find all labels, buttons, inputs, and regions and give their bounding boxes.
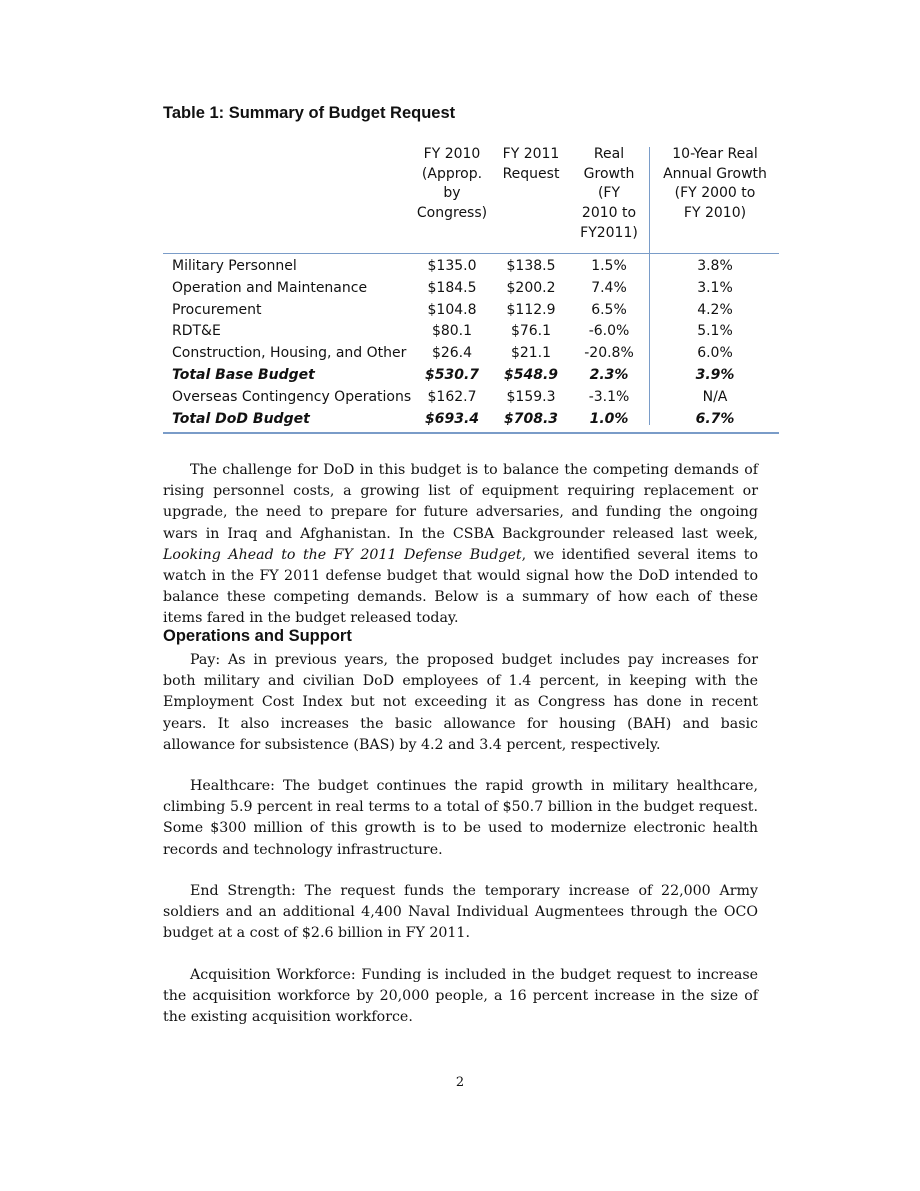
row-label: Operation and Maintenance xyxy=(172,279,368,296)
cell-fy2010: $184.5 xyxy=(427,279,477,296)
header-line: Request xyxy=(502,165,560,182)
cell-fy2011: $708.3 xyxy=(503,410,559,427)
budget-summary-table xyxy=(163,145,779,434)
cell-real-growth: 1.0% xyxy=(589,410,629,427)
header-line: 10-Year Real xyxy=(672,146,758,162)
cell-fy2010: $162.7 xyxy=(427,388,477,405)
header-line: Annual Growth xyxy=(663,165,767,182)
row-label: Procurement xyxy=(172,301,262,318)
cell-fy2010: $80.1 xyxy=(431,323,473,340)
header-line: FY 2011 xyxy=(502,146,560,162)
header-line: 2010 to xyxy=(581,205,637,222)
end-strength-paragraph: End Strength: The request funds the temporary increase of 22,000 Army soldiers and an additional 4,400 Naval Individual Augmentees through the OCO budget at a cost of $2.6 billion in FY 2011. xyxy=(163,883,758,942)
header-line: Growth xyxy=(583,165,635,182)
header-real-growth xyxy=(571,145,647,244)
intro-text-before: The challenge for DoD in this budget is to balance the competing demands of rising personnel costs, a growing list of equipment requiring replacement or upgrade, the need to prepare for future adversaries, and funding the ongoing wars in Iraq and Afghanistan. In the CSBA Backgrounder released last week, xyxy=(163,462,758,542)
table-row xyxy=(163,321,779,343)
cell-real-growth: 1.5% xyxy=(591,258,627,274)
intro-section xyxy=(163,460,758,630)
healthcare-section xyxy=(163,776,758,861)
cell-ten-year-growth: 3.8% xyxy=(697,258,733,274)
end-strength-section xyxy=(163,881,758,945)
row-label: Overseas Contingency Operations xyxy=(172,388,412,405)
row-label: RDT&E xyxy=(172,323,221,340)
header-line: (FY 2000 to xyxy=(674,185,756,202)
header-line: FY2011) xyxy=(580,224,638,241)
cell-fy2011: $76.1 xyxy=(510,323,552,340)
cell-ten-year-growth: 6.7% xyxy=(695,410,735,427)
header-line: Real xyxy=(593,146,625,162)
cell-real-growth: 6.5% xyxy=(591,301,627,318)
cell-real-growth: -20.8% xyxy=(584,345,634,362)
table-row xyxy=(163,409,779,431)
header-line: by xyxy=(443,185,461,202)
header-fy2011 xyxy=(496,145,566,184)
intro-text-after: , we identified several items to watch in the FY 2011 defense budget that would signal how the DoD intended to balance these competing demands. Below is a summary of how each of these items fared in the budget released today. xyxy=(163,546,758,627)
cell-ten-year-growth: 5.1% xyxy=(697,323,733,340)
acquisition-section xyxy=(163,965,758,1029)
table-body xyxy=(163,254,779,430)
cell-real-growth: 2.3% xyxy=(589,366,629,383)
header-fy2010 xyxy=(413,145,491,224)
cell-fy2010: $693.4 xyxy=(424,410,480,427)
row-label: Total DoD Budget xyxy=(172,410,310,427)
table-row xyxy=(163,300,779,322)
healthcare-paragraph: Healthcare: The budget continues the rapid growth in military healthcare, climbing 5.9 percent in real terms to a total of $50.7 billion in the budget request. Some $300 million of this growth is to be used to modernize electronic health records and technology infrastructure. xyxy=(163,778,758,858)
table-row xyxy=(163,387,779,409)
pay-section xyxy=(163,650,758,756)
header-line: (Approp. xyxy=(421,165,483,182)
cell-fy2010: $26.4 xyxy=(431,345,473,362)
cell-fy2011: $548.9 xyxy=(503,366,559,383)
table-row xyxy=(163,256,779,278)
row-label: Military Personnel xyxy=(172,258,297,274)
cell-fy2011: $112.9 xyxy=(506,301,556,318)
cell-ten-year-growth: 4.2% xyxy=(697,301,733,318)
row-label: Construction, Housing, and Other xyxy=(172,345,407,362)
cell-fy2011: $21.1 xyxy=(510,345,552,362)
cell-fy2010: $530.7 xyxy=(424,366,480,383)
header-line: Congress) xyxy=(416,205,488,222)
table-header-row xyxy=(163,145,779,254)
intro-report-title: Looking Ahead to the FY 2011 Defense Budget xyxy=(163,546,522,563)
cell-ten-year-growth: N/A xyxy=(702,388,728,405)
cell-real-growth: 7.4% xyxy=(591,279,627,296)
table-row xyxy=(163,343,779,365)
row-label: Total Base Budget xyxy=(172,366,315,383)
cell-fy2011: $159.3 xyxy=(506,388,556,405)
page-number: 2 xyxy=(455,1075,465,1090)
cell-ten-year-growth: 3.9% xyxy=(695,366,735,383)
cell-ten-year-growth: 6.0% xyxy=(697,345,733,362)
table-title: Table 1: Summary of Budget Request xyxy=(163,104,456,122)
table-bottom-rule xyxy=(163,432,779,434)
cell-fy2010: $104.8 xyxy=(427,301,477,318)
header-ten-year-growth xyxy=(653,145,777,224)
section-heading: Operations and Support xyxy=(163,627,352,645)
cell-fy2011: $138.5 xyxy=(506,258,556,274)
table-row xyxy=(163,365,779,387)
cell-real-growth: -3.1% xyxy=(588,388,630,405)
header-line: FY 2010) xyxy=(683,205,747,222)
intro-paragraph xyxy=(163,460,758,630)
cell-fy2010: $135.0 xyxy=(427,258,477,274)
table-row xyxy=(163,278,779,300)
pay-paragraph: Pay: As in previous years, the proposed budget includes pay increases for both military and civilian DoD employees of 1.4 percent, in keeping with the Employment Cost Index but not exceeding it as Congress has done in recent years. It also increases the basic allowance for housing (BAH) and basic allowance for subsistence (BAS) by 4.2 and 3.4 percent, respectively. xyxy=(163,652,758,753)
header-line: FY 2010 xyxy=(423,146,481,162)
cell-fy2011: $200.2 xyxy=(506,279,556,296)
header-line: (FY xyxy=(597,185,621,202)
cell-ten-year-growth: 3.1% xyxy=(697,279,733,296)
cell-real-growth: -6.0% xyxy=(588,323,630,340)
acquisition-paragraph: Acquisition Workforce: Funding is included in the budget request to increase the acquisition workforce by 20,000 people, a 16 percent increase in the size of the existing acquisition workforce. xyxy=(163,967,758,1026)
